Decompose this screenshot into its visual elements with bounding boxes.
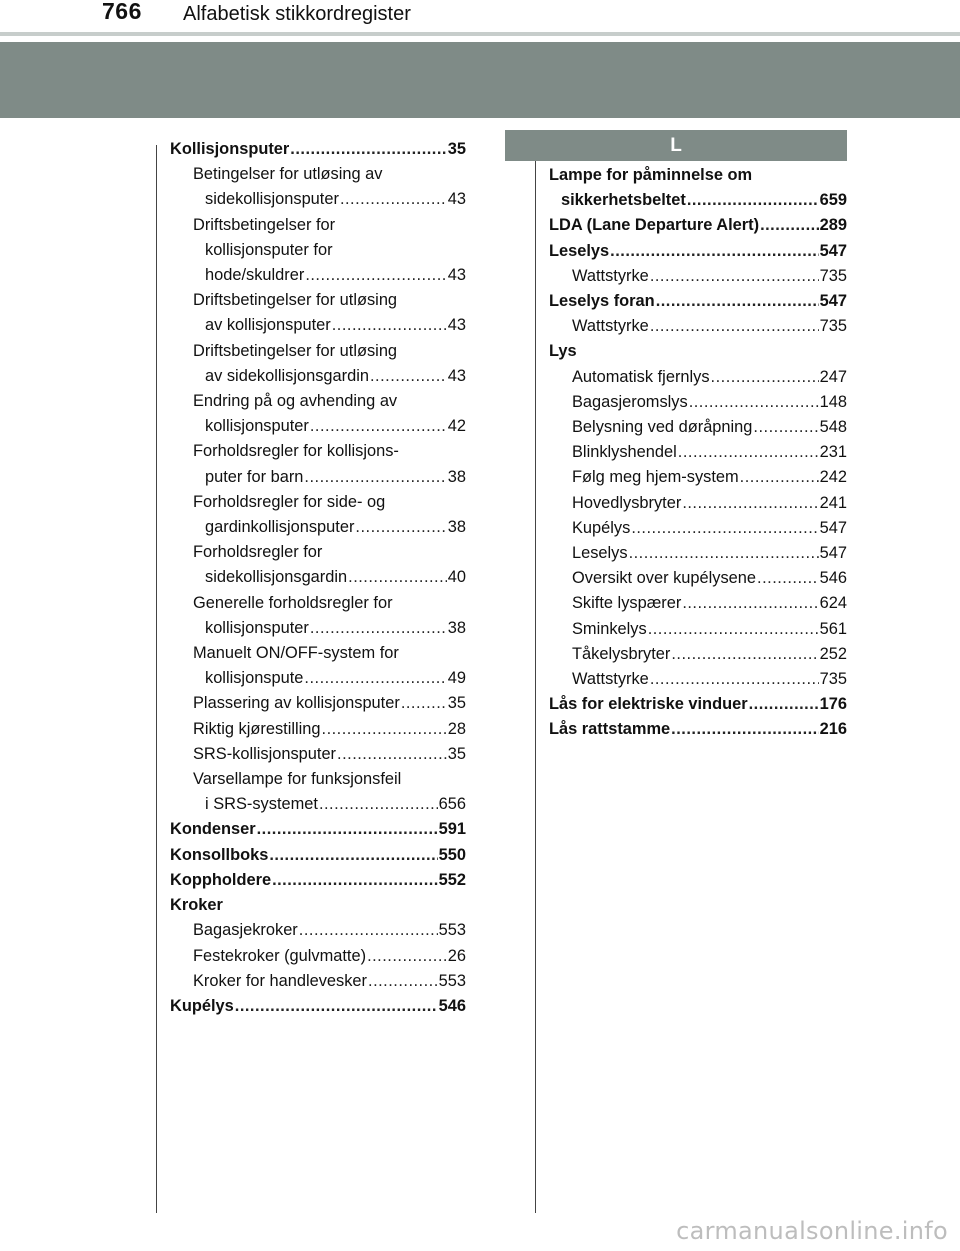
entry-text: Wattstyrke	[572, 670, 649, 689]
page-reference: 656	[438, 795, 466, 814]
entry-line	[170, 994, 466, 1019]
dot-leader	[319, 792, 438, 817]
entry-line	[193, 742, 466, 767]
page-reference: 176	[819, 695, 847, 714]
letter-heading: L	[505, 130, 847, 161]
entry-text: kollisjonsputer for	[205, 240, 333, 259]
index-subentry	[170, 389, 466, 439]
dot-leader	[629, 541, 819, 566]
entry-line	[193, 339, 466, 364]
entry-text: Skifte lyspærer	[572, 594, 682, 613]
index-subentry	[549, 617, 847, 642]
dot-leader	[631, 516, 818, 541]
index-subentry	[170, 162, 466, 212]
dot-leader	[290, 137, 446, 162]
page-reference: 546	[438, 996, 466, 1015]
index-subentry	[170, 969, 466, 994]
page-reference: 231	[819, 443, 847, 462]
index-subentry	[170, 767, 466, 817]
entry-text: Sminkelys	[572, 619, 647, 638]
dot-leader	[348, 565, 447, 590]
entry-line	[572, 415, 847, 440]
left-column-rule	[156, 145, 157, 1213]
index-entry	[549, 213, 847, 238]
page-reference: 252	[819, 644, 847, 663]
dot-leader	[650, 264, 819, 289]
index-subentry	[549, 541, 847, 566]
page-reference: 591	[438, 820, 466, 839]
entry-text: av kollisjonsputer	[205, 316, 331, 335]
dot-leader	[322, 717, 447, 742]
index-subentry	[549, 365, 847, 390]
right-column-rule	[535, 145, 536, 1213]
page-reference: 289	[819, 216, 847, 235]
dot-leader	[757, 566, 819, 591]
page-reference: 624	[819, 594, 847, 613]
entry-line	[193, 767, 466, 792]
dot-leader	[332, 313, 447, 338]
entry-text: Bagasjeromslys	[572, 392, 688, 411]
entry-text: Leselys	[572, 544, 628, 563]
entry-line	[549, 339, 847, 364]
entry-text: Kroker for handlevesker	[193, 971, 368, 990]
entry-text: Lys	[549, 342, 577, 361]
entry-line	[193, 414, 466, 439]
page-reference: 43	[447, 366, 466, 385]
dot-leader	[368, 969, 438, 994]
entry-text: LDA (Lane Departure Alert)	[549, 216, 760, 235]
index-subentry	[170, 540, 466, 590]
page-reference: 735	[819, 317, 847, 336]
entry-line	[193, 213, 466, 238]
entry-line	[193, 515, 466, 540]
dot-leader	[299, 918, 438, 943]
dot-leader	[304, 666, 446, 691]
dot-leader	[760, 213, 819, 238]
entry-text: Wattstyrke	[572, 317, 649, 336]
entry-text: kollisjonspute	[205, 669, 304, 688]
entry-line	[193, 944, 466, 969]
entry-line	[193, 540, 466, 565]
entry-text: sidekollisjonsputer	[205, 190, 339, 209]
entry-line	[170, 817, 466, 842]
entry-line	[572, 617, 847, 642]
index-entry	[549, 339, 847, 364]
entry-text: Automatisk fjernlys	[572, 367, 710, 386]
page-reference: 38	[447, 518, 466, 537]
entry-line	[193, 490, 466, 515]
entry-text: Driftsbetingelser for utløsing	[193, 341, 398, 360]
entry-text: Wattstyrke	[572, 266, 649, 285]
entry-text: Forholdsregler for	[193, 543, 323, 562]
entry-line	[193, 238, 466, 263]
entry-text: Oversikt over kupélysene	[572, 569, 757, 588]
dot-leader	[682, 491, 818, 516]
entry-text: kollisjonsputer	[205, 417, 309, 436]
page-reference: 43	[447, 190, 466, 209]
index-subentry	[549, 264, 847, 289]
index-subentry	[170, 439, 466, 489]
entry-line	[549, 239, 847, 264]
entry-line	[170, 843, 466, 868]
entry-text: Tåkelysbryter	[572, 644, 671, 663]
page-reference: 40	[447, 568, 466, 587]
index-subentry	[549, 516, 847, 541]
dot-leader	[689, 390, 819, 415]
entry-text: Kupélys	[170, 996, 234, 1015]
index-subentry	[170, 339, 466, 389]
entry-line	[170, 893, 466, 918]
entry-text: Driftsbetingelser for	[193, 215, 336, 234]
entry-text: Riktig kjørestilling	[193, 719, 321, 738]
entry-line	[193, 263, 466, 288]
index-subentry	[170, 213, 466, 289]
entry-line	[193, 616, 466, 641]
page-reference: 546	[819, 569, 847, 588]
dot-leader	[337, 742, 447, 767]
entry-line	[193, 465, 466, 490]
index-entry	[170, 994, 466, 1019]
entry-text: Kollisjonsputer	[170, 140, 290, 158]
entry-text: Kroker	[170, 896, 223, 915]
page-reference: 148	[819, 392, 847, 411]
index-subentry	[170, 691, 466, 716]
entry-text: Lås for elektriske vinduer	[549, 695, 748, 714]
entry-line	[193, 918, 466, 943]
entry-text: kollisjonsputer	[205, 618, 309, 637]
entry-line	[572, 365, 847, 390]
dot-leader	[340, 187, 447, 212]
entry-text: sikkerhetsbeltet	[561, 191, 686, 210]
dot-leader	[648, 617, 819, 642]
dot-leader	[749, 692, 819, 717]
entry-text: hode/skuldrer	[205, 266, 305, 285]
entry-line	[193, 717, 466, 742]
entry-line	[572, 314, 847, 339]
page-reference: 241	[819, 493, 847, 512]
entry-line	[549, 692, 847, 717]
page-reference: 735	[819, 670, 847, 689]
page-reference: 35	[447, 140, 466, 158]
index-subentry	[549, 491, 847, 516]
index-entry	[549, 289, 847, 314]
index-subentry	[549, 667, 847, 692]
page-reference: 548	[819, 418, 847, 437]
page-reference: 550	[438, 845, 466, 864]
entry-line	[193, 389, 466, 414]
entry-text: Generelle forholdsregler for	[193, 593, 393, 612]
index-subentry	[549, 642, 847, 667]
entry-line	[549, 188, 847, 213]
index-entry	[170, 868, 466, 893]
index-subentry	[549, 566, 847, 591]
entry-text: Forholdsregler for side- og	[193, 492, 386, 511]
entry-text: Festekroker (gulvmatte)	[193, 946, 367, 965]
entry-text: Koppholdere	[170, 870, 272, 889]
entry-line	[572, 440, 847, 465]
page-reference: 659	[819, 191, 847, 210]
entry-text: av sidekollisjonsgardin	[205, 366, 369, 385]
page-reference: 216	[819, 720, 847, 739]
page-reference: 42	[447, 417, 466, 436]
dot-leader	[740, 465, 819, 490]
index-entry	[170, 137, 466, 162]
page-reference: 43	[447, 316, 466, 335]
index-subentry	[170, 641, 466, 691]
entry-text: Betingelser for utløsing av	[193, 165, 383, 184]
entry-line	[193, 591, 466, 616]
entry-line	[572, 465, 847, 490]
dot-leader	[656, 289, 819, 314]
entry-text: Leselys	[549, 241, 610, 260]
index-subentry	[170, 288, 466, 338]
entry-text: Bagasjekroker	[193, 921, 298, 940]
entry-line	[572, 566, 847, 591]
entry-text: Driftsbetingelser for utløsing	[193, 291, 398, 310]
page-reference: 38	[447, 467, 466, 486]
entry-text: SRS-kollisjonsputer	[193, 744, 337, 763]
index-entry	[170, 843, 466, 868]
dot-leader	[370, 364, 447, 389]
entry-line	[572, 591, 847, 616]
entry-line	[193, 162, 466, 187]
entry-line	[193, 792, 466, 817]
entry-line	[572, 491, 847, 516]
index-subentry	[170, 591, 466, 641]
index-subentry	[549, 415, 847, 440]
entry-line	[572, 541, 847, 566]
dot-leader	[610, 239, 818, 264]
entry-line	[193, 666, 466, 691]
page-reference: 38	[447, 618, 466, 637]
index-subentry	[170, 918, 466, 943]
dot-leader	[678, 440, 819, 465]
dot-leader	[257, 817, 438, 842]
page-reference: 247	[819, 367, 847, 386]
page-reference: 28	[447, 719, 466, 738]
entry-text: gardinkollisjonsputer	[205, 518, 355, 537]
page-reference: 35	[447, 694, 466, 713]
entry-text: Belysning ved døråpning	[572, 418, 753, 437]
entry-line	[572, 516, 847, 541]
entry-text: Forholdsregler for kollisjons-	[193, 442, 399, 461]
entry-text: Hovedlysbryter	[572, 493, 682, 512]
entry-line	[572, 642, 847, 667]
entry-text: Lampe for påminnelse om	[549, 166, 753, 184]
dot-leader	[355, 515, 446, 540]
page-reference: 242	[819, 468, 847, 487]
dot-leader	[401, 691, 447, 716]
entry-text: Leselys foran	[549, 292, 655, 311]
dot-leader	[367, 944, 447, 969]
index-entry	[170, 817, 466, 842]
index-subentry	[549, 440, 847, 465]
index-subentry	[549, 314, 847, 339]
dot-leader	[305, 263, 446, 288]
index-entry	[549, 692, 847, 717]
dot-leader	[650, 667, 819, 692]
entry-text: Varsellampe for funksjonsfeil	[193, 770, 402, 789]
entry-text: Følg meg hjem-system	[572, 468, 739, 487]
page-reference: 552	[438, 870, 466, 889]
dot-leader	[687, 188, 819, 213]
index-subentry	[549, 390, 847, 415]
entry-line	[193, 565, 466, 590]
page-header	[0, 0, 960, 30]
entry-line	[193, 641, 466, 666]
index-subentry	[170, 717, 466, 742]
entry-line	[170, 137, 466, 162]
page-reference: 553	[438, 921, 466, 940]
index-subentry	[170, 944, 466, 969]
entry-line	[193, 691, 466, 716]
page-title: Alfabetisk stikkordregister	[183, 3, 411, 25]
dot-leader	[310, 616, 447, 641]
index-entry	[170, 893, 466, 918]
page-reference: 547	[819, 544, 847, 563]
index-subentry	[549, 465, 847, 490]
page-reference: 26	[447, 946, 466, 965]
entry-line	[170, 868, 466, 893]
entry-text: Blinklyshendel	[572, 443, 677, 462]
entry-text: Lås rattstamme	[549, 720, 671, 739]
entry-line	[193, 313, 466, 338]
entry-line	[549, 163, 847, 188]
page-reference: 43	[447, 266, 466, 285]
entry-line	[193, 288, 466, 313]
dot-leader	[269, 843, 437, 868]
page-reference: 547	[819, 241, 847, 260]
entry-line	[193, 364, 466, 389]
index-column-right	[549, 163, 847, 743]
index-entry	[549, 163, 847, 213]
dot-leader	[310, 414, 447, 439]
page-reference: 35	[447, 744, 466, 763]
dot-leader	[304, 465, 446, 490]
index-subentry	[549, 591, 847, 616]
index-column-left	[170, 137, 466, 1019]
header-divider	[0, 32, 960, 36]
index-subentry	[170, 742, 466, 767]
page-reference: 735	[819, 266, 847, 285]
entry-text: Kondenser	[170, 820, 256, 839]
entry-text: Endring på og avhending av	[193, 392, 398, 411]
dot-leader	[671, 717, 818, 742]
entry-text: Kupélys	[572, 518, 631, 537]
entry-line	[549, 717, 847, 742]
dot-leader	[272, 868, 438, 893]
entry-line	[193, 439, 466, 464]
dot-leader	[753, 415, 818, 440]
entry-line	[572, 390, 847, 415]
entry-text: Plassering av kollisjonsputer	[193, 694, 400, 713]
entry-text: i SRS-systemet	[205, 795, 318, 814]
dot-leader	[671, 642, 818, 667]
page-reference: 553	[438, 971, 466, 990]
entry-text: Konsollboks	[170, 845, 269, 864]
page-reference: 547	[819, 292, 847, 311]
page-reference: 561	[819, 619, 847, 638]
entry-text: Manuelt ON/OFF-system for	[193, 644, 399, 663]
entry-text: puter for barn	[205, 467, 304, 486]
entry-line	[572, 667, 847, 692]
page-reference: 547	[819, 518, 847, 537]
page-number: 766	[102, 0, 142, 24]
dot-leader	[650, 314, 819, 339]
entry-line	[193, 969, 466, 994]
dot-leader	[235, 994, 438, 1019]
header-band	[0, 42, 960, 118]
index-entry	[549, 717, 847, 742]
entry-line	[549, 213, 847, 238]
entry-line	[193, 187, 466, 212]
dot-leader	[711, 365, 819, 390]
dot-leader	[682, 591, 818, 616]
page-reference: 49	[447, 669, 466, 688]
entry-text: sidekollisjonsgardin	[205, 568, 348, 587]
index-subentry	[170, 490, 466, 540]
index-entry	[549, 239, 847, 264]
watermark: carmanualsonline.info	[676, 1217, 948, 1245]
entry-line	[572, 264, 847, 289]
entry-line	[549, 289, 847, 314]
